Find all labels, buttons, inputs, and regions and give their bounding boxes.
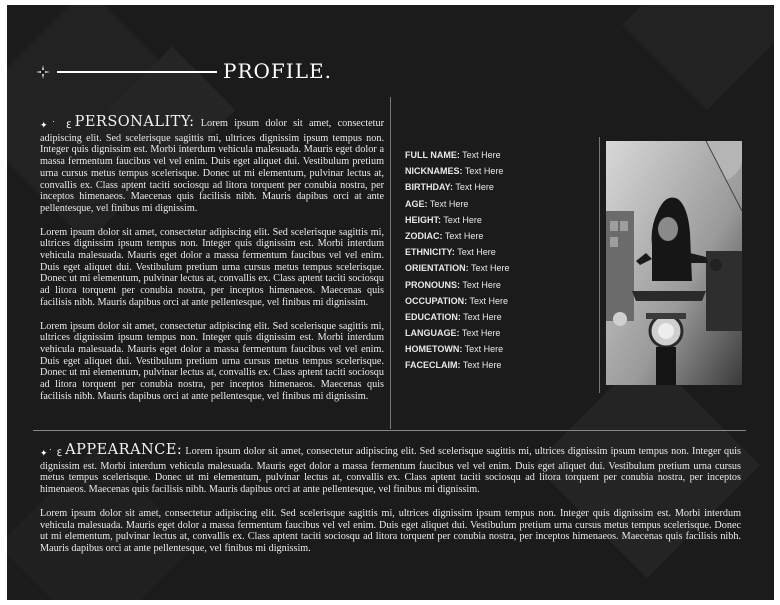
fact-row: HOMETOWN: Text Here bbox=[405, 344, 504, 355]
personality-paragraph-1: ✦˙ ℇ PERSONALITY: Lorem ipsum dolor sit amet, consectetur adipiscing elit. Sed scelerisque sagittis mi, ultrices dignissim ipsum tempus non. Integer quis dignissim est. Morbi interdum vehicula malesuada. Mauris eget dolor a massa fermentum faucibus vel vel enim. Duis eget aliquet dui. Vestibulum pretium urna cursus metus tempus scelerisque. Donec ut mi elementum, pulvinar lectus at, convallis ex. Class aptent taciti sociosqu ad litora torquent per conubia nostra, per inceptos himenaeos. Maecenas quis facilisis nibh. Mauris dapibus orci at ante pellentesque, vel finibus mi dignissim. bbox=[40, 114, 384, 214]
profile-page bbox=[7, 5, 774, 600]
fact-row: HEIGHT: Text Here bbox=[405, 214, 482, 225]
appearance-paragraph-1: ✦˙ ℇ APPEARANCE: Lorem ipsum dolor sit amet, consectetur adipiscing elit. Sed scelerisque sagittis mi, ultrices dignissim ipsum tempus non. Integer quis dignissim est. Morbi interdum vehicula malesuada. Mauris eget dolor a massa fermentum faucibus vel vel enim. Duis eget aliquet dui. Vestibulum pretium urna cursus metus tempus scelerisque. Donec ut mi elementum, pulvinar lectus at, convallis ex. Class aptent taciti sociosqu ad litora torquent per conubia nostra, per inceptos himenaeos. Maecenas quis facilisis nibh. Mauris dapibus orci at ante pellentesque, vel finibus mi dignissim. bbox=[40, 442, 741, 496]
column-divider-right bbox=[599, 137, 600, 393]
page-title: PROFILE. bbox=[223, 59, 332, 83]
personality-paragraph-3: Lorem ipsum dolor sit amet, consectetur adipiscing elit. Sed scelerisque sagittis mi, ultrices dignissim ipsum tempus non. Integer quis dignissim est. Morbi interdum vehicula malesuada. Mauris eget dolor a massa fermentum faucibus vel vel enim. Duis eget aliquet dui. Vestibulum pretium urna cursus metus tempus scelerisque. Donec ut mi elementum, pulvinar lectus at, convallis ex. Class aptent taciti sociosqu ad litora torquent per conubia nostra, per inceptos himenaeos. Maecenas quis facilisis nibh. Mauris dapibus orci at ante pellentesque, vel finibus mi dignissim. bbox=[40, 320, 384, 402]
fact-row: ORIENTATION: Text Here bbox=[405, 263, 510, 274]
fact-row: OCCUPATION: Text Here bbox=[405, 295, 509, 306]
personality-paragraph-2: Lorem ipsum dolor sit amet, consectetur adipiscing elit. Sed scelerisque sagittis mi, ultrices dignissim ipsum tempus non. Integer quis dignissim est. Morbi interdum vehicula malesuada. Mauris eget dolor a massa fermentum faucibus vel vel enim. Duis eget aliquet dui. Vestibulum pretium urna cursus metus tempus scelerisque. Donec ut mi elementum, pulvinar lectus at, convallis ex. Class aptent taciti sociosqu ad litora torquent per conubia nostra, per inceptos himenaeos. Maecenas quis facilisis nibh. Mauris dapibus orci at ante pellentesque, vel finibus mi dignissim. bbox=[40, 226, 384, 308]
personality-heading: PERSONALITY: bbox=[74, 114, 195, 130]
personality-section bbox=[40, 114, 384, 414]
appearance-heading: APPEARANCE: bbox=[65, 442, 183, 458]
profile-facts bbox=[405, 150, 510, 377]
fact-row: NICKNAMES: Text Here bbox=[405, 166, 504, 177]
faceclaim-photo bbox=[606, 141, 742, 385]
fact-row: PRONOUNS: Text Here bbox=[405, 279, 501, 290]
fact-row: EDUCATION: Text Here bbox=[405, 311, 502, 322]
section-divider bbox=[33, 430, 746, 431]
sparkle-icon: ✦˙ ℇ bbox=[40, 449, 63, 459]
fact-row: FACECLAIM: Text Here bbox=[405, 360, 502, 371]
appearance-section bbox=[40, 442, 741, 567]
fact-row: LANGUAGE: Text Here bbox=[405, 328, 501, 339]
fact-row: ZODIAC: Text Here bbox=[405, 230, 484, 241]
title-rule bbox=[57, 71, 217, 73]
fact-row: AGE: Text Here bbox=[405, 198, 469, 209]
fact-row: ETHNICITY: Text Here bbox=[405, 247, 496, 258]
fact-row: BIRTHDAY: Text Here bbox=[405, 182, 494, 193]
sparkle-icon: ✦˙ ℇ bbox=[40, 121, 72, 131]
fact-row: FULL NAME: Text Here bbox=[405, 150, 501, 160]
column-divider-left bbox=[390, 97, 391, 429]
appearance-paragraph-2: Lorem ipsum dolor sit amet, consectetur adipiscing elit. Sed scelerisque sagittis mi, ultrices dignissim ipsum tempus non. Integer quis dignissim est. Morbi interdum vehicula malesuada. Mauris eget dolor a massa fermentum faucibus vel vel enim. Duis eget aliquet dui. Vestibulum pretium urna cursus metus tempus scelerisque. Donec ut mi elementum, pulvinar lectus at, convallis ex. Class aptent taciti sociosqu ad litora torquent per conubia nostra, per inceptos himenaeos. Maecenas quis facilisis nibh. Mauris dapibus orci at ante pellentesque, vel finibus mi dignissim. bbox=[40, 507, 741, 554]
compass-star-icon bbox=[36, 65, 50, 79]
